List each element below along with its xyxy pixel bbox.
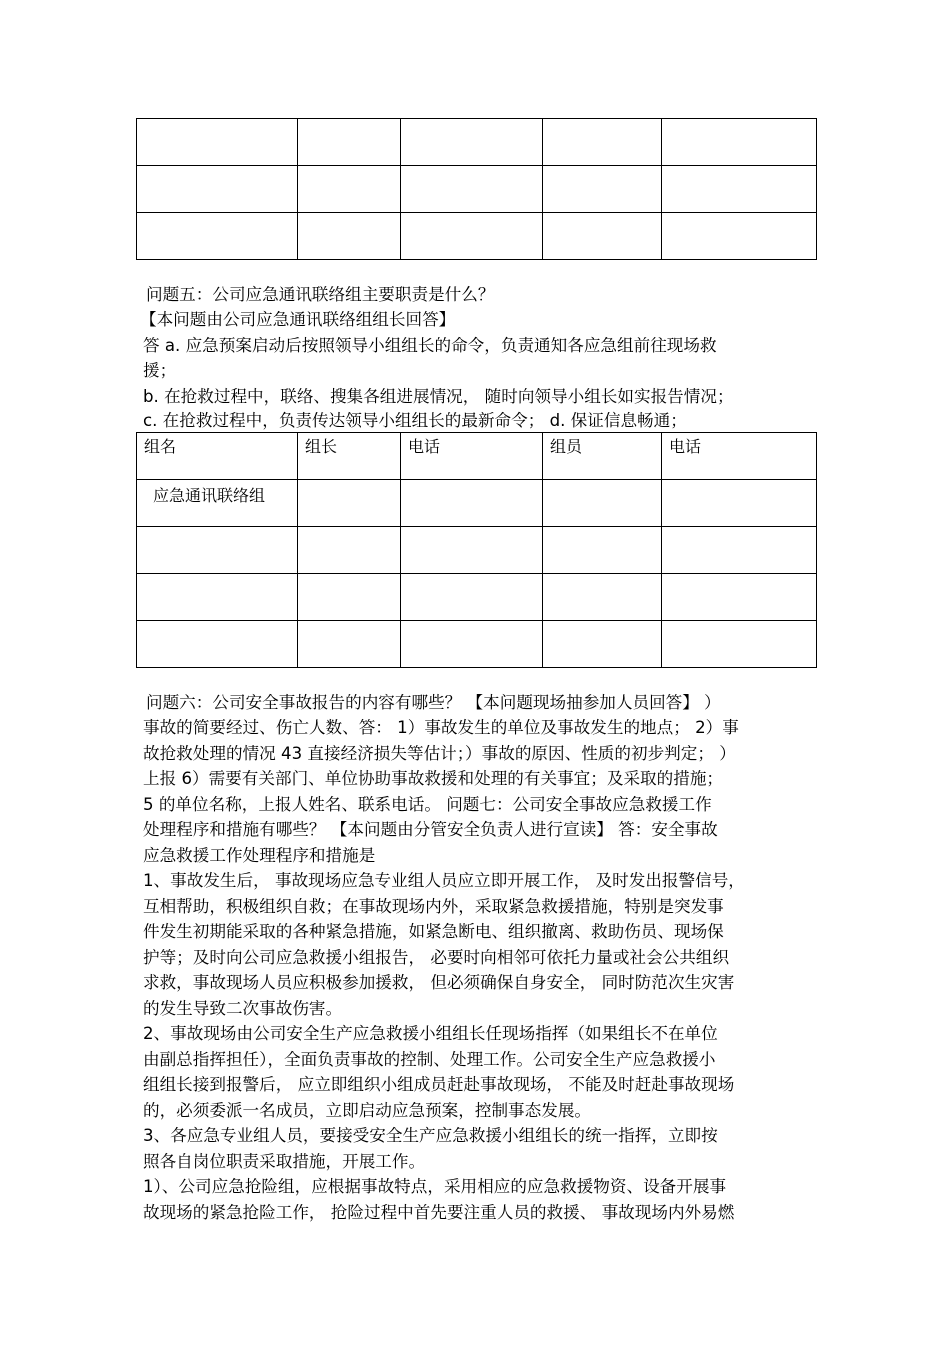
table-cell — [137, 574, 298, 621]
body-line: 上报 6）需要有关部门、单位协助事故救援和处理的有关事宜；及采取的措施； — [143, 769, 724, 788]
table-cell — [137, 119, 298, 166]
comm-group-table — [136, 432, 817, 668]
table-cell — [543, 480, 662, 527]
table-cell — [137, 621, 298, 668]
body-line: 由副总指挥担任），全面负责事故的控制、处理工作。公司安全生产应急救援小 — [143, 1050, 716, 1069]
body-line: 5 的单位名称，上报人姓名、联系电话。 问题七：公司安全事故应急救援工作 — [143, 795, 712, 814]
header-cell-phone: 电话 — [401, 433, 543, 480]
table-cell — [662, 480, 817, 527]
table-row — [137, 621, 817, 668]
q5-answer-a-cont: 援； — [143, 361, 177, 380]
table-cell — [401, 480, 543, 527]
table-cell — [662, 213, 817, 260]
table-cell: 应急通讯联络组 — [137, 480, 298, 527]
q5-note: 【本问题由公司应急通讯联络组组长回答】 — [140, 310, 456, 329]
table-cell — [662, 119, 817, 166]
table-cell — [543, 574, 662, 621]
table-cell — [137, 527, 298, 574]
table-cell — [137, 213, 298, 260]
body-line: 照各自岗位职责采取措施，开展工作。 — [143, 1152, 426, 1171]
table-row — [137, 166, 817, 213]
table-cell — [401, 119, 543, 166]
top-blank-table — [136, 118, 817, 260]
table-cell — [543, 119, 662, 166]
table-cell — [662, 166, 817, 213]
body-line: 的，必须委派一名成员，立即启动应急预案，控制事态发展。 — [143, 1101, 592, 1120]
table-cell — [543, 213, 662, 260]
q5-answer-c: c. 在抢救过程中，负责传达领导小组组长的最新命令； d. 保证信息畅通； — [143, 411, 687, 430]
table-row — [137, 213, 817, 260]
q5-answer-a: 答 a. 应急预案启动后按照领导小组组长的命令，负责通知各应急组前往现场救 — [143, 336, 717, 355]
table-row — [137, 119, 817, 166]
table-cell — [298, 527, 401, 574]
table-header-row — [137, 433, 817, 480]
body-line: 1、事故发生后， 事故现场应急专业组人员应立即开展工作， 及时发出报警信号， — [143, 871, 745, 890]
table-cell — [401, 574, 543, 621]
body-line: 求救，事故现场人员应积极参加援救， 但必须确保自身安全， 同时防范次生灾害 — [143, 973, 735, 992]
table-cell — [543, 166, 662, 213]
table-cell — [662, 527, 817, 574]
table-cell — [662, 621, 817, 668]
body-line: 应急救援工作处理程序和措施是 — [143, 846, 376, 865]
table-cell — [298, 119, 401, 166]
body-line: 故现场的紧急抢险工作， 抢险过程中首先要注重人员的救援、 事故现场内外易燃 — [143, 1203, 735, 1222]
header-cell-phone-2: 电话 — [662, 433, 817, 480]
table-cell — [298, 621, 401, 668]
table-cell — [662, 574, 817, 621]
table-row — [137, 574, 817, 621]
body-line: 3、各应急专业组人员，要接受安全生产应急救援小组组长的统一指挥，立即按 — [143, 1126, 718, 1145]
header-cell-members: 组员 — [543, 433, 662, 480]
table-cell — [298, 213, 401, 260]
body-line: 问题六：公司安全事故报告的内容有哪些？ 【本问题现场抽参加人员回答】 ） — [146, 693, 721, 712]
body-line: 处理程序和措施有哪些？ 【本问题由分管安全负责人进行宣读】 答：安全事故 — [143, 820, 718, 839]
table-row — [137, 480, 817, 527]
table-cell — [401, 213, 543, 260]
table-cell — [298, 166, 401, 213]
table-row — [137, 527, 817, 574]
body-line: 1）、公司应急抢险组，应根据事故特点，采用相应的应急救援物资、设备开展事 — [143, 1177, 727, 1196]
header-cell-group-name: 组名 — [137, 433, 298, 480]
table-cell — [401, 166, 543, 213]
q5-answer-b: b. 在抢救过程中，联络、搜集各组进展情况， 随时向领导小组长如实报告情况； — [143, 387, 734, 406]
body-line: 护等；及时向公司应急救援小组报告， 必要时向相邻可依托力量或社会公共组织 — [143, 948, 730, 967]
body-line: 组组长接到报警后， 应立即组织小组成员赶赴事故现场， 不能及时赶赴事故现场 — [143, 1075, 735, 1094]
table-cell — [298, 480, 401, 527]
header-cell-leader: 组长 — [298, 433, 401, 480]
q5-title: 问题五：公司应急通讯联络组主要职责是什么？ — [146, 285, 495, 304]
table-cell — [401, 527, 543, 574]
table-cell — [137, 166, 298, 213]
body-line: 件发生初期能采取的各种紧急措施，如紧急断电、组织撤离、救助伤员、现场保 — [143, 922, 724, 941]
table-cell — [298, 574, 401, 621]
body-line: 事故的简要经过、伤亡人数、答： 1）事故发生的单位及事故发生的地点； 2）事 — [143, 718, 739, 737]
table-cell — [543, 527, 662, 574]
table-cell — [401, 621, 543, 668]
body-line: 故抢救处理的情况 43 直接经济损失等估计；）事故的原因、性质的初步判定； ） — [143, 744, 736, 763]
body-line: 的发生导致二次事故伤害。 — [143, 999, 343, 1018]
body-line: 2、事故现场由公司安全生产应急救援小组组长任现场指挥（如果组长不在单位 — [143, 1024, 718, 1043]
body-line: 互相帮助，积极组织自救；在事故现场内外，采取紧急救援措施，特别是突发事 — [143, 897, 724, 916]
table-cell — [543, 621, 662, 668]
